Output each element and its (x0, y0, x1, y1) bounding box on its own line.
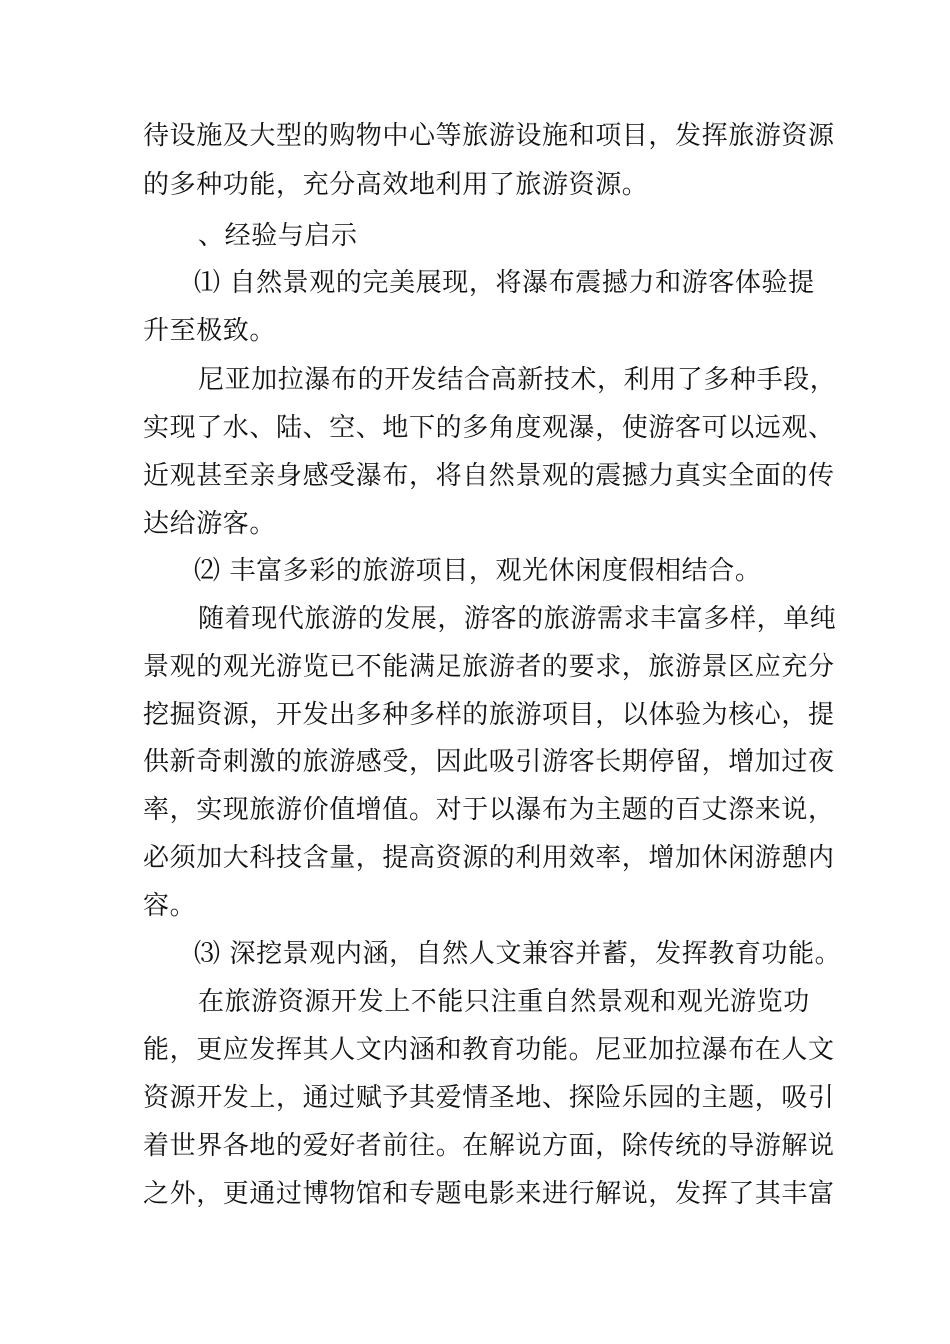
subheading-2: ⑵ 丰富多彩的旅游项目，观光休闲度假相结合。 (194, 556, 762, 586)
body-text-line: 之外，更通过博物馆和专题电影来进行解说，发挥了其丰富 (143, 1179, 835, 1209)
paragraph-start: 尼亚加拉瀑布的开发结合高新技术，利用了多种手段， (198, 365, 837, 395)
body-text-line: 景观的观光游览已不能满足旅游者的要求，旅游景区应充分 (143, 652, 835, 682)
body-text-line: 率，实现旅游价值增值。对于以瀑布为主题的百丈漈来说， (143, 795, 835, 825)
body-text-line: 的多种功能，充分高效地利用了旅游资源。 (143, 170, 649, 200)
subheading-3: ⑶ 深挖景观内涵，自然人文兼容并蓄，发挥教育功能。 (194, 939, 842, 969)
body-text-line: 升至极致。 (143, 316, 277, 346)
body-text-line: 供新奇刺激的旅游感受，因此吸引游客长期停留，增加过夜 (143, 747, 835, 777)
subheading-1: ⑴ 自然景观的完美展现，将瀑布震撼力和游客体验提 (194, 268, 815, 298)
body-text-line: 待设施及大型的购物中心等旅游设施和项目，发挥旅游资源 (143, 121, 835, 151)
body-text-line: 资源开发上，通过赋予其爱情圣地、探险乐园的主题，吸引 (143, 1083, 835, 1113)
body-text-line: 着世界各地的爱好者前往。在解说方面，除传统的导游解说 (143, 1131, 835, 1161)
body-text-line: 挖掘资源，开发出多种多样的旅游项目，以体验为核心，提 (143, 700, 835, 730)
section-heading: 、经验与启示 (198, 221, 358, 251)
paragraph-start: 在旅游资源开发上不能只注重自然景观和观光游览功 (198, 987, 810, 1017)
body-text-line: 能，更应发挥其人文内涵和教育功能。尼亚加拉瀑布在人文 (143, 1035, 835, 1065)
body-text-line: 实现了水、陆、空、地下的多角度观瀑，使游客可以远观、 (143, 413, 835, 443)
body-text-line: 容。 (143, 891, 197, 921)
body-text-line: 近观甚至亲身感受瀑布，将自然景观的震撼力真实全面的传 (143, 461, 835, 491)
paragraph-start: 随着现代旅游的发展，游客的旅游需求丰富多样，单纯 (198, 604, 837, 634)
body-text-line: 必须加大科技含量，提高资源的利用效率，增加休闲游憩内 (143, 843, 835, 873)
body-text-line: 达给游客。 (143, 509, 277, 539)
